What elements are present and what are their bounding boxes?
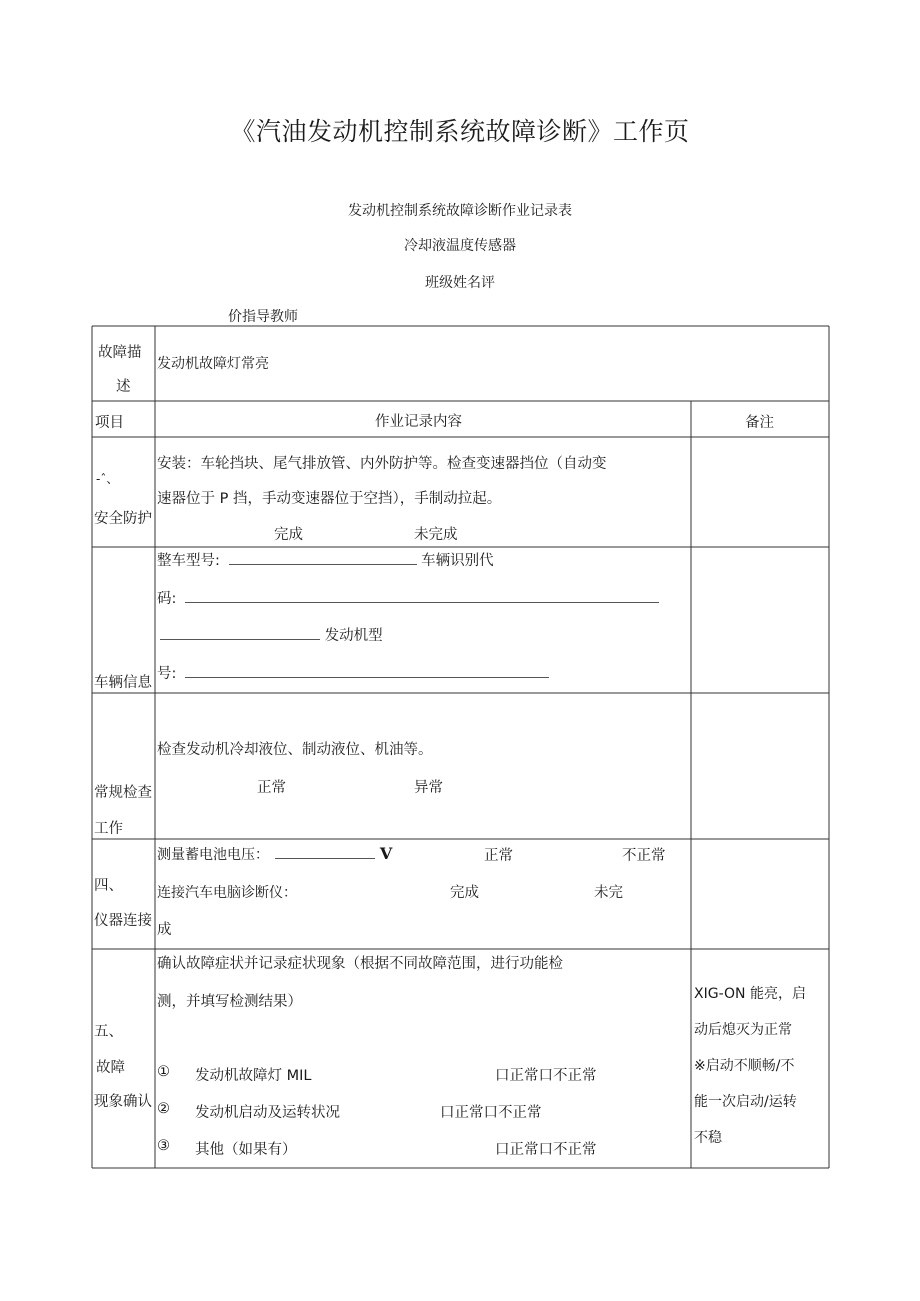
diag-done: 完成 — [450, 885, 479, 901]
safety-label-num: -ˆ、 — [96, 472, 119, 486]
record-subtitle: 发动机控制系统故障诊断作业记录表 — [348, 203, 572, 219]
diag-not-done-a: 未完 — [594, 885, 623, 901]
safety-not-done: 未完成 — [414, 527, 458, 543]
instrument-label: 仪器连接 — [94, 913, 152, 929]
symptom-item-1-text: 发动机故障灯 MIL — [195, 1068, 312, 1084]
vin-blank[interactable] — [185, 590, 659, 603]
vehicle-label: 车辆信息 — [94, 675, 152, 691]
symptom-item-2-num: ② — [157, 1101, 170, 1117]
engine-label-b: 号: — [157, 666, 177, 682]
symptom-remark-2: 动后熄灭为正常 — [694, 1022, 792, 1038]
engine-blank-b[interactable] — [185, 665, 549, 678]
engine-blank-a[interactable] — [160, 627, 320, 640]
symptom-remark-5: 不稳 — [694, 1130, 722, 1146]
vin-label-a: 车辆识别代 — [421, 553, 494, 569]
page-title: 《汽油发动机控制系统故障诊断》工作页 — [230, 117, 690, 146]
diag-not-done-b: 成 — [157, 922, 172, 938]
unit-v: V — [379, 844, 393, 863]
safety-label: 安全防护 — [94, 511, 152, 527]
model-blank[interactable] — [229, 552, 417, 565]
symptom-label-num: 五、 — [94, 1024, 123, 1040]
battery-normal: 正常 — [484, 848, 513, 864]
symptom-intro-2: 测，并填写检测结果） — [157, 994, 302, 1010]
routine-label-1: 常规检查 — [94, 785, 152, 801]
engine-label-a: 发动机型 — [324, 628, 383, 644]
symptom-item-3-options[interactable]: 口正常口不正常 — [495, 1142, 597, 1158]
model-field — [157, 549, 494, 570]
teacher-line: 价指导教师 — [228, 309, 298, 325]
sensor-subtitle: 冷却液温度传感器 — [404, 238, 516, 254]
symptom-remark-4: 能一次启动/运转 — [694, 1094, 797, 1110]
class-name-line: 班级姓名评 — [425, 275, 495, 291]
model-label: 整车型号: — [157, 553, 220, 569]
routine-text: 检查发动机冷却液位、制动液位、机油等。 — [157, 742, 433, 758]
routine-normal: 正常 — [257, 780, 286, 796]
header-remark: 备注 — [745, 415, 774, 431]
symptom-item-3-num: ③ — [157, 1138, 170, 1154]
fault-desc-value: 发动机故障灯常亮 — [157, 356, 269, 372]
symptom-remark-3: ※启动不顺畅/不 — [694, 1058, 795, 1074]
safety-line-2: 速器位于 P 挡，手动变速器位于空挡），手制动拉起。 — [157, 491, 502, 507]
fault-desc-label-2: 述 — [116, 379, 131, 395]
symptom-item-2-text: 发动机启动及运转状况 — [195, 1105, 340, 1121]
symptom-item-2-options[interactable]: 口正常口不正常 — [440, 1105, 542, 1121]
battery-field — [157, 844, 392, 864]
header-item: 项目 — [95, 415, 124, 431]
symptom-item-1-num: ① — [157, 1064, 170, 1080]
engine-field-a — [160, 624, 383, 645]
vin-field — [157, 587, 659, 608]
battery-not-normal: 不正常 — [622, 848, 666, 864]
engine-field-b — [157, 662, 549, 683]
fault-desc-label-1: 故障描 — [98, 345, 142, 361]
routine-abnormal: 异常 — [414, 780, 443, 796]
routine-label-2: 工作 — [94, 821, 123, 837]
battery-blank[interactable] — [275, 846, 375, 859]
safety-done: 完成 — [274, 527, 303, 543]
symptom-label-2: 现象确认 — [94, 1094, 152, 1110]
safety-line-1: 安装：车轮挡块、尾气排放管、内外防护等。检查变速器挡位（自动变 — [157, 456, 607, 472]
battery-label: 测量蓄电池电压： — [157, 847, 269, 863]
diag-label: 连接汽车电脑诊断仪： — [157, 885, 297, 901]
symptom-intro-1: 确认故障症状并记录症状现象（根据不同故障范围，进行功能检 — [157, 956, 563, 972]
symptom-label-1: 故障 — [96, 1060, 125, 1076]
header-content: 作业记录内容 — [375, 414, 462, 430]
vin-label-b: 码: — [157, 591, 177, 607]
instrument-label-num: 四、 — [94, 878, 123, 894]
symptom-item-3-text: 其他（如果有） — [195, 1142, 297, 1158]
symptom-remark-1: XIG-ON 能亮，启 — [694, 986, 806, 1002]
symptom-item-1-options[interactable]: 口正常口不正常 — [495, 1068, 597, 1084]
